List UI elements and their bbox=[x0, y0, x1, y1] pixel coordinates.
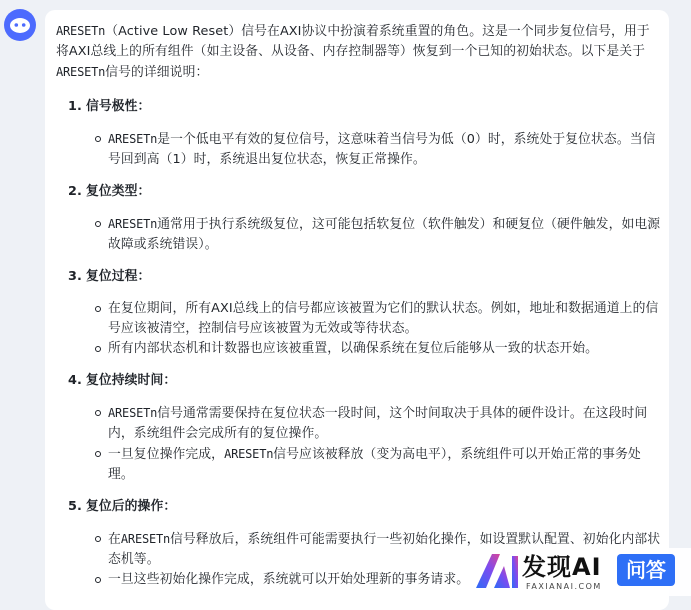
bullet-text: 信号释放后，系统组件可能需要执行一些初始化操作，如设置默认配置、初始化内部状态机等。 bbox=[108, 532, 661, 567]
section-title: 复位类型： bbox=[85, 184, 151, 199]
intro-term: ARESETn bbox=[56, 24, 106, 38]
section-3 bbox=[56, 267, 661, 359]
bullet-text: 信号应该被释放（变为高电平），系统组件可以开始正常的事务处理。 bbox=[108, 447, 641, 482]
intro-text-2: 信号的详细说明： bbox=[105, 65, 209, 80]
message-content bbox=[56, 21, 661, 602]
signal-name: ARESETn bbox=[224, 447, 274, 461]
section-number: 4. bbox=[68, 373, 82, 388]
signal-name: ARESETn bbox=[108, 406, 158, 420]
bullet-text: 信号通常需要保持在复位状态一段时间，这个时间取决于具体的硬件设计。在这段时间内，系统组件会完成所有的复位操作。 bbox=[108, 406, 648, 441]
site-watermark bbox=[470, 548, 691, 596]
intro-term-2: ARESETn bbox=[56, 65, 106, 79]
signal-name: ARESETn bbox=[108, 132, 158, 146]
bullet-item bbox=[108, 339, 661, 359]
section-title: 复位持续时间： bbox=[85, 373, 177, 388]
section-number: 5. bbox=[68, 499, 82, 514]
bullet-item bbox=[108, 444, 661, 485]
intro-paragraph bbox=[56, 21, 661, 83]
bullet-list bbox=[56, 214, 661, 255]
robot-face-icon bbox=[4, 9, 36, 41]
section-number: 2. bbox=[68, 184, 82, 199]
bullet-item bbox=[108, 403, 661, 444]
watermark-subtitle: FAXIANAI.COM bbox=[526, 582, 602, 591]
bullet-list bbox=[56, 403, 661, 485]
watermark-title: 发现AI bbox=[522, 553, 602, 581]
section-heading bbox=[68, 267, 661, 287]
section-number: 1. bbox=[68, 99, 82, 114]
bullet-item bbox=[108, 129, 661, 170]
ai-logo-icon bbox=[474, 550, 520, 592]
section-list bbox=[56, 97, 661, 590]
bullet-text: 是一个低电平有效的复位信号，这意味着当信号为低（0）时，系统处于复位状态。当信号回到高（1）时，系统退出复位状态，恢复正常操作。 bbox=[108, 132, 656, 167]
section-heading bbox=[68, 182, 661, 202]
signal-name: ARESETn bbox=[120, 532, 171, 546]
section-4 bbox=[56, 371, 661, 485]
intro-text: （Active Low Reset）信号在AXI协议中扮演着系统重置的角色。这是一个同步复位信号，用于将AXI总线上的所有组件（如主设备、从设备、内存控制器等）恢复到一个已知的初始状态。以下是关于 bbox=[56, 24, 650, 59]
bullet-text: 一旦复位操作完成， bbox=[108, 447, 225, 462]
section-heading bbox=[68, 497, 661, 517]
assistant-message-bubble bbox=[45, 10, 669, 610]
bullet-text: 一旦这些初始化操作完成，系统就可以开始处理新的事务请求。 bbox=[108, 572, 470, 587]
signal-name: ARESETn bbox=[108, 217, 158, 231]
bullet-text: 通常用于执行系统级复位，这可能包括软复位（软件触发）和硬复位（硬件触发，如电源故障或系统错误）。 bbox=[108, 217, 661, 252]
section-title: 复位后的操作： bbox=[85, 499, 177, 514]
bullet-list bbox=[56, 299, 661, 359]
section-heading bbox=[68, 371, 661, 391]
bullet-text: 在 bbox=[108, 532, 121, 547]
section-heading bbox=[68, 97, 661, 117]
bullet-text: 在复位期间，所有AXI总线上的信号都应该被置为它们的默认状态。例如，地址和数据通道上的信号应该被清空，控制信号应该被置为无效或等待状态。 bbox=[108, 301, 659, 336]
section-title: 复位过程： bbox=[85, 269, 151, 284]
section-title: 信号极性： bbox=[85, 99, 151, 114]
bullet-item bbox=[108, 299, 661, 339]
bullet-text: 所有内部状态机和计数器也应该被重置，以确保系统在复位后能够从一致的状态开始。 bbox=[108, 341, 599, 356]
bullet-item bbox=[108, 214, 661, 255]
watermark-badge: 问答 bbox=[617, 554, 675, 586]
section-2 bbox=[56, 182, 661, 255]
section-1 bbox=[56, 97, 661, 170]
bullet-list bbox=[56, 129, 661, 170]
section-number: 3. bbox=[68, 269, 82, 284]
assistant-avatar bbox=[4, 9, 36, 41]
